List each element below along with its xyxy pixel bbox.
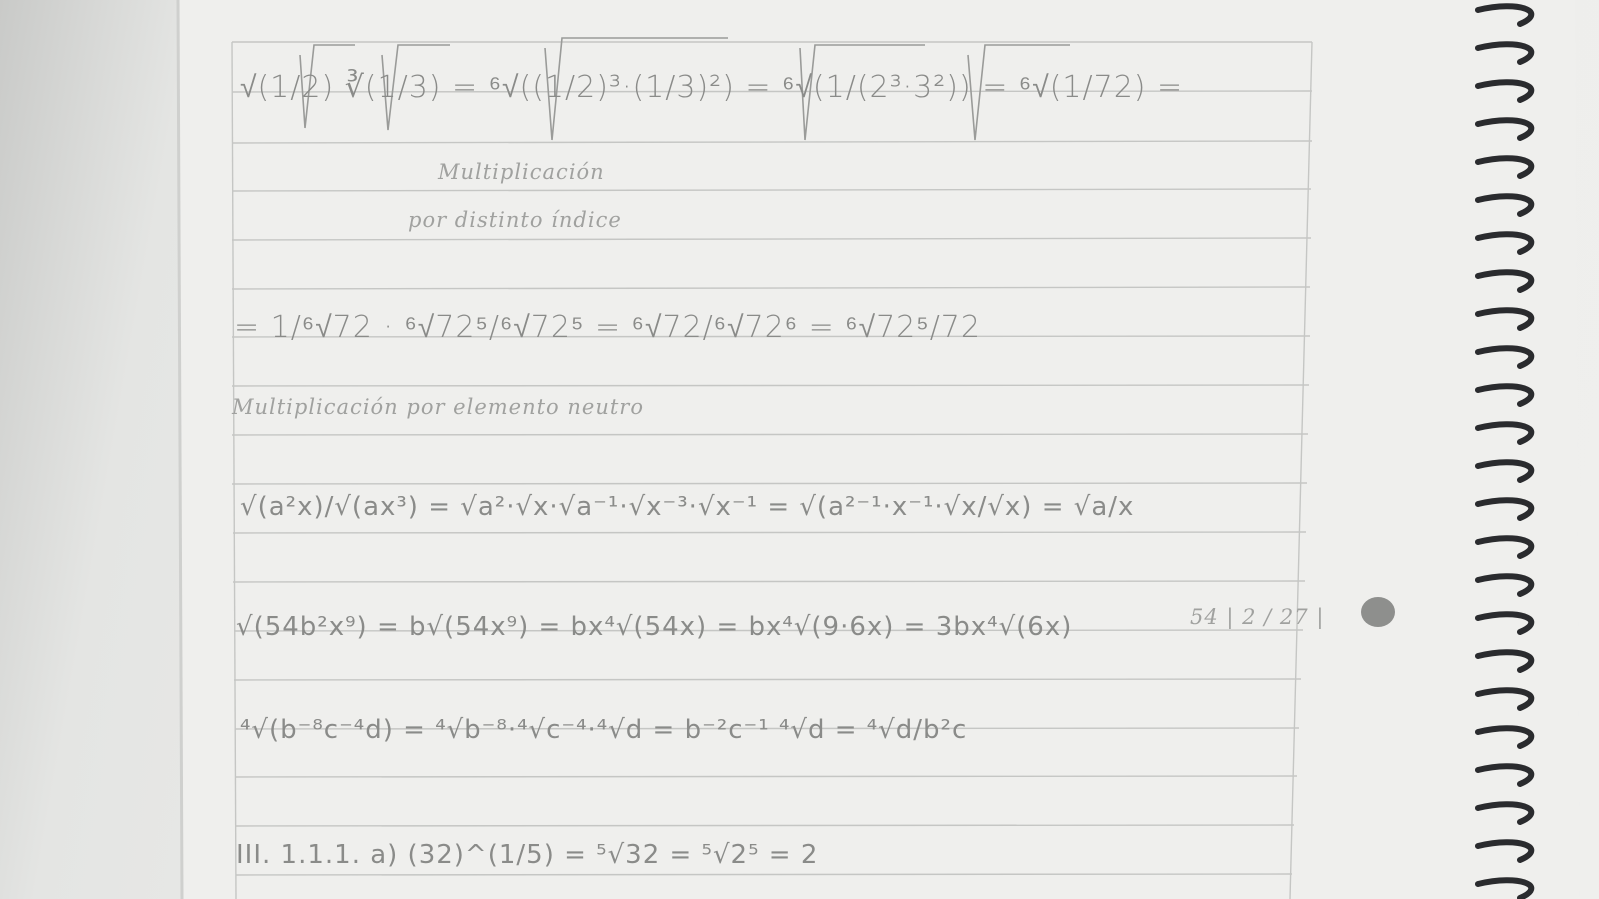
punch-hole	[1361, 597, 1395, 627]
exercise-f: √(54b²x⁹) = b√(54x⁹) = bx⁴√(54x) = bx⁴√(9·6x) = 3bx⁴√(6x)	[236, 612, 1073, 642]
margin-calculation: 54 | 2 / 27 |	[1190, 605, 1325, 629]
note-distinct-index: por distinto índice	[408, 208, 622, 232]
exercise-d-line-2: = 1/⁶√72 · ⁶√72⁵/⁶√72⁵ = ⁶√72/⁶√72⁶ = ⁶√72⁵/72	[234, 310, 981, 345]
exercise-iii: III. 1.1.1. a) (32)^(1/5) = ⁵√32 = ⁵√2⁵ = 2	[236, 840, 819, 870]
notebook-page	[178, 0, 1580, 899]
exercise-g: ⁴√(b⁻⁸c⁻⁴d) = ⁴√b⁻⁸·⁴√c⁻⁴·⁴√d = b⁻²c⁻¹ ⁴√d = ⁴√d/b²c	[240, 715, 968, 745]
exercise-d-line-1: √(1/2) ∛(1/3) = ⁶√((1/2)³·(1/3)²) = ⁶√(1/(2³·3²)) = ⁶√(1/72) =	[240, 70, 1184, 105]
note-multiplication: Multiplicación	[438, 160, 605, 184]
note-neutral-element: Multiplicación por elemento neutro	[232, 395, 644, 419]
exercise-e: √(a²x)/√(ax³) = √a²·√x·√a⁻¹·√x⁻³·√x⁻¹ = √(a²⁻¹·x⁻¹·√x/√x) = √a/x	[240, 492, 1135, 522]
